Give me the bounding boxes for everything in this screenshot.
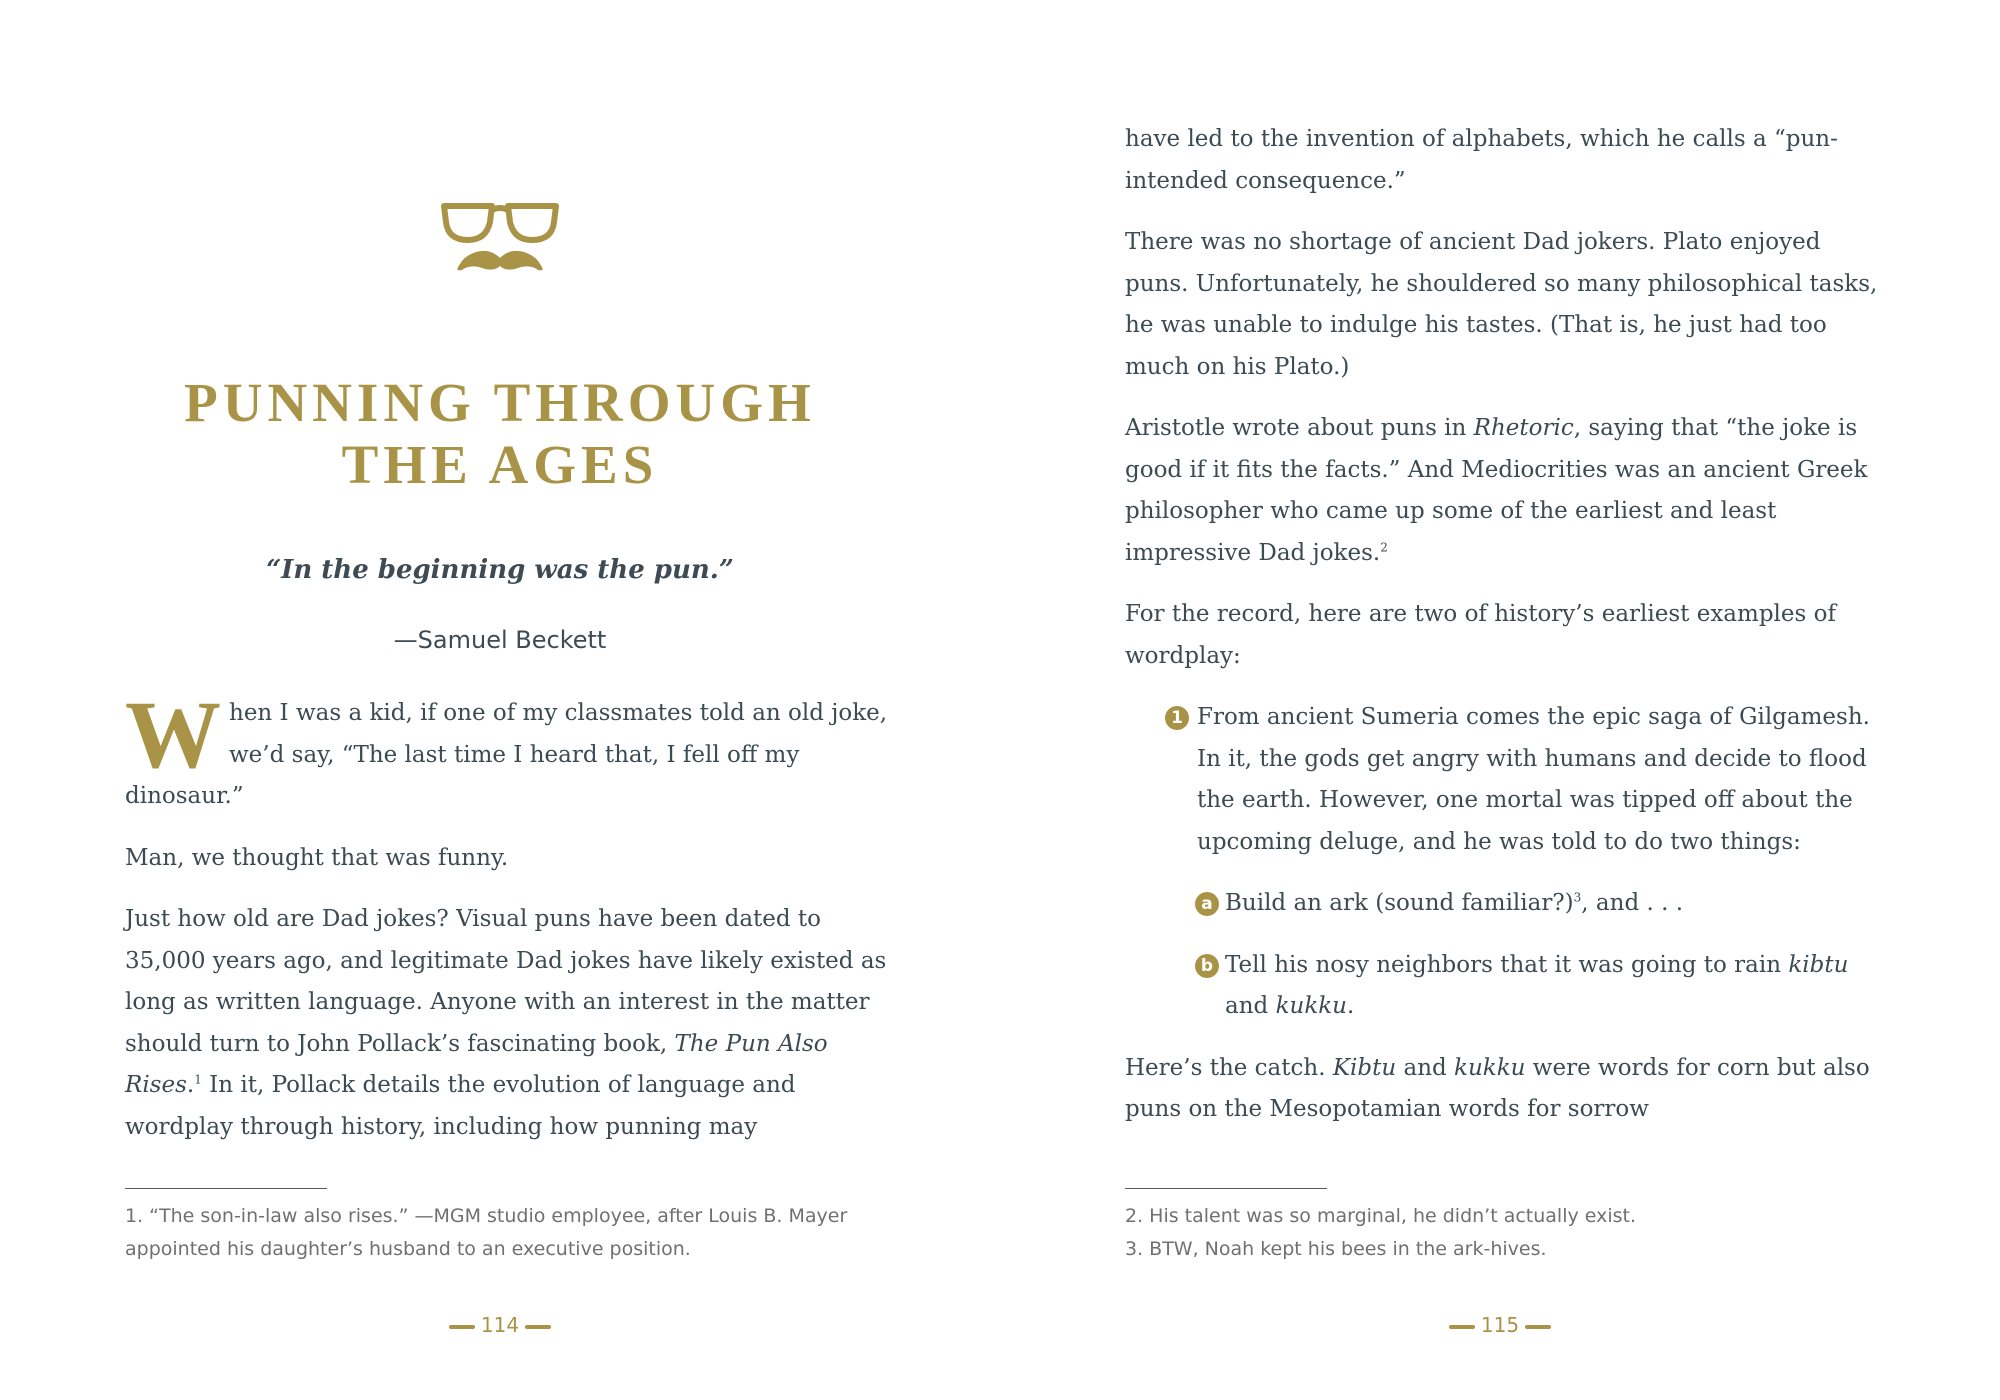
letter-a-icon: a (1195, 892, 1219, 916)
footnote-2: 2. His talent was so marginal, he didn’t actually exist. (1125, 1205, 1637, 1227)
paragraph-text: were words for corn but also puns on the Mesopotamian words for sorrow (1125, 1054, 1870, 1122)
sub-list-item (1195, 883, 1885, 925)
footnote-divider (125, 1188, 327, 1189)
paragraph-text: Aristotle wrote about puns in (1125, 415, 1474, 441)
italic-word: kukku (1275, 993, 1347, 1019)
paragraph-text: Here’s the catch. (1125, 1054, 1333, 1081)
paragraph (125, 899, 890, 1148)
sub-list-text: and (1225, 993, 1276, 1019)
page-number-right (1000, 1313, 2000, 1337)
italic-word: Kibtu (1332, 1054, 1397, 1081)
paragraph-text: Just how old are Dad jokes? Visual puns have been dated to 35,000 years ago, and legitimate Dad jokes have likely existed as long as written language. Anyone with an interest in the matter should turn to John Pollack’s fascinating book, (125, 906, 887, 1057)
footnote-ref-3[interactable]: 3 (1573, 890, 1582, 905)
drop-cap: W (125, 681, 221, 788)
book-title: The Pun Also Rises (125, 1030, 828, 1098)
paragraph: For the record, here are two of history’s earliest examples of wordplay: (1125, 601, 1836, 669)
paragraph: Man, we thought that was funny. (125, 844, 509, 871)
footnote-ref-2[interactable]: 2 (1380, 539, 1388, 554)
paragraph (125, 681, 890, 818)
sub-list-item (1195, 945, 1885, 1028)
footnote-3: 3. BTW, Noah kept his bees in the ark-hives. (1125, 1238, 1547, 1260)
left-body-text (125, 681, 890, 1168)
paragraph-text: In it, Pollack details the evolution of language and wordplay through history, including how punning may (125, 1072, 796, 1140)
paragraph-text: and (1396, 1054, 1455, 1081)
footnotes-left (125, 1200, 915, 1266)
letter-b-icon: b (1195, 954, 1219, 978)
sub-list-item-text (1195, 883, 1885, 925)
page-number-left (0, 1313, 1000, 1337)
footnote-1: 1. “The son-in-law also rises.” —MGM studio employee, after Louis B. Mayer appointed his daughter’s husband to an executive position. (125, 1205, 848, 1260)
chapter-title-line-2: THE AGES (341, 434, 659, 495)
paragraph-text: . (186, 1072, 195, 1098)
footnote-divider (1125, 1188, 1327, 1189)
list-item (1165, 697, 1885, 863)
sub-list-item-text (1195, 945, 1885, 1028)
epigraph-quote: “In the beginning was the pun.” (266, 555, 734, 585)
footnote-ref-1[interactable]: 1 (194, 1072, 202, 1087)
paragraph: have led to the invention of alphabets, which he calls a “pun-intended consequence.” (1125, 126, 1838, 194)
folio-ornament-icon (1525, 1325, 1551, 1329)
sub-list-text: Tell his nosy neighbors that it was going to rain (1225, 951, 1789, 978)
chapter-title (125, 372, 875, 496)
paragraph-text: , saying that “the joke is good if it fits the facts.” And Mediocrities was an ancient Greek philosopher who came up some of the earliest and least impressive Dad jokes. (1125, 415, 1868, 566)
chapter-title-line-1: PUNNING THROUGH (184, 372, 816, 433)
epigraph-attribution: —Samuel Beckett (393, 626, 607, 654)
folio-ornament-icon (1449, 1325, 1475, 1329)
right-page (1000, 0, 2000, 1400)
paragraph (1125, 408, 1885, 574)
folio-ornament-icon (449, 1325, 475, 1329)
paragraph: There was no shortage of ancient Dad jokers. Plato enjoyed puns. Unfortunately, he shouldered so many philosophical tasks, he was unable to indulge his tastes. (That is, he just had too much on his Plato.) (1125, 229, 1878, 380)
sub-list-text: , and . . . (1581, 890, 1684, 916)
page-number-text: 115 (1480, 1313, 1520, 1337)
number-one-icon: 1 (1165, 706, 1189, 730)
page-number-text: 114 (480, 1313, 520, 1337)
list-item-text: From ancient Sumeria comes the epic saga of Gilgamesh. In it, the gods get angry with humans and decide to flood the earth. However, one mortal was tipped off about the upcoming deluge, and he was told to do two things: (1197, 704, 1870, 855)
glasses-mustache-icon (440, 200, 560, 280)
right-body-text (1125, 119, 1885, 1151)
paragraph (1125, 1048, 1885, 1131)
sub-list-text: . (1347, 993, 1355, 1019)
folio-ornament-icon (525, 1325, 551, 1329)
book-title: Rhetoric (1473, 415, 1574, 441)
paragraph-text: hen I was a kid, if one of my classmates told an old joke, we’d say, “The last time I heard that, I fell off my dinosaur.” (125, 700, 888, 809)
sub-list-text: Build an ark (sound familiar?) (1225, 890, 1574, 916)
footnotes-right (1125, 1200, 1915, 1266)
italic-word: kukku (1454, 1054, 1526, 1081)
italic-word: kibtu (1788, 951, 1849, 978)
